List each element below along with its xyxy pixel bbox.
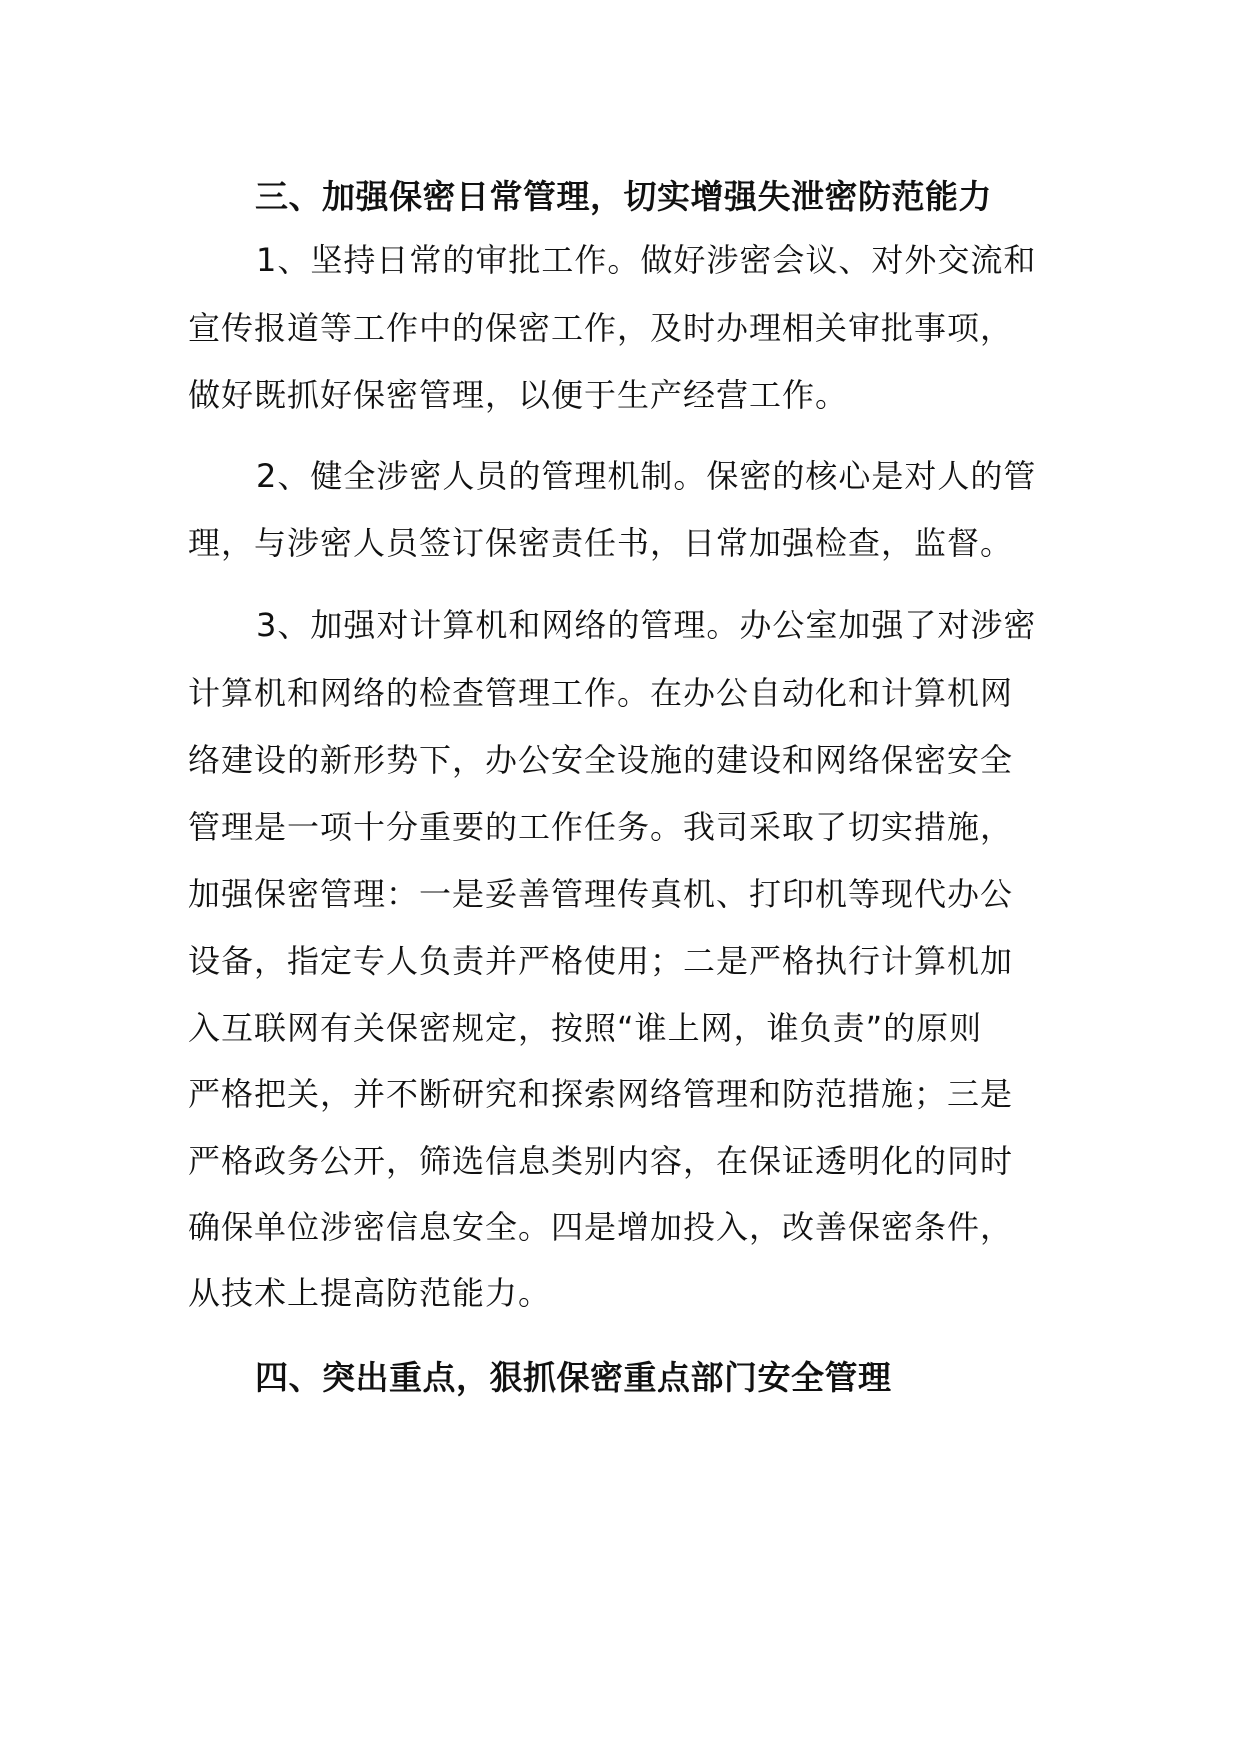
item-1-line-3: 做好既抓好保密管理，以便于生产经营工作。 (188, 376, 849, 414)
section-3-heading: 三、加强保密日常管理，切实增强失泄密防范能力 (255, 177, 992, 216)
item-3-line-5: 加强保密管理：一是妥善管理传真机、打印机等现代办公 (188, 875, 1014, 913)
item-3-line-10: 确保单位涉密信息安全。四是增加投入，改善保密条件， (188, 1208, 1014, 1246)
item-3-line-3: 络建设的新形势下，办公安全设施的建设和网络保密安全 (188, 741, 1014, 779)
item-3-line-7: 入互联网有关保密规定，按照“谁上网，谁负责”的原则 (188, 1009, 983, 1047)
item-3-line-4: 管理是一项十分重要的工作任务。我司采取了切实措施， (188, 808, 1014, 846)
item-3-line-6: 设备，指定专人负责并严格使用；二是严格执行计算机加 (188, 942, 1014, 980)
item-2-line-2: 理，与涉密人员签订保密责任书，日常加强检查，监督。 (188, 524, 1014, 562)
item-3-line-11: 从技术上提高防范能力。 (188, 1274, 552, 1312)
item-1-line-2: 宣传报道等工作中的保密工作，及时办理相关审批事项， (188, 309, 1014, 347)
item-3-line-8: 严格把关，并不断研究和探索网络管理和防范措施；三是 (188, 1075, 1014, 1113)
item-1-line-1: 1、坚持日常的审批工作。做好涉密会议、对外交流和 (256, 241, 1037, 279)
item-3-line-1: 3、加强对计算机和网络的管理。办公室加强了对涉密 (256, 606, 1037, 644)
section-4-heading: 四、突出重点，狠抓保密重点部门安全管理 (255, 1358, 892, 1397)
item-3-line-9: 严格政务公开，筛选信息类别内容，在保证透明化的同时 (188, 1142, 1014, 1180)
item-3-line-2: 计算机和网络的检查管理工作。在办公自动化和计算机网 (188, 674, 1014, 712)
item-2-line-1: 2、健全涉密人员的管理机制。保密的核心是对人的管 (256, 457, 1037, 495)
